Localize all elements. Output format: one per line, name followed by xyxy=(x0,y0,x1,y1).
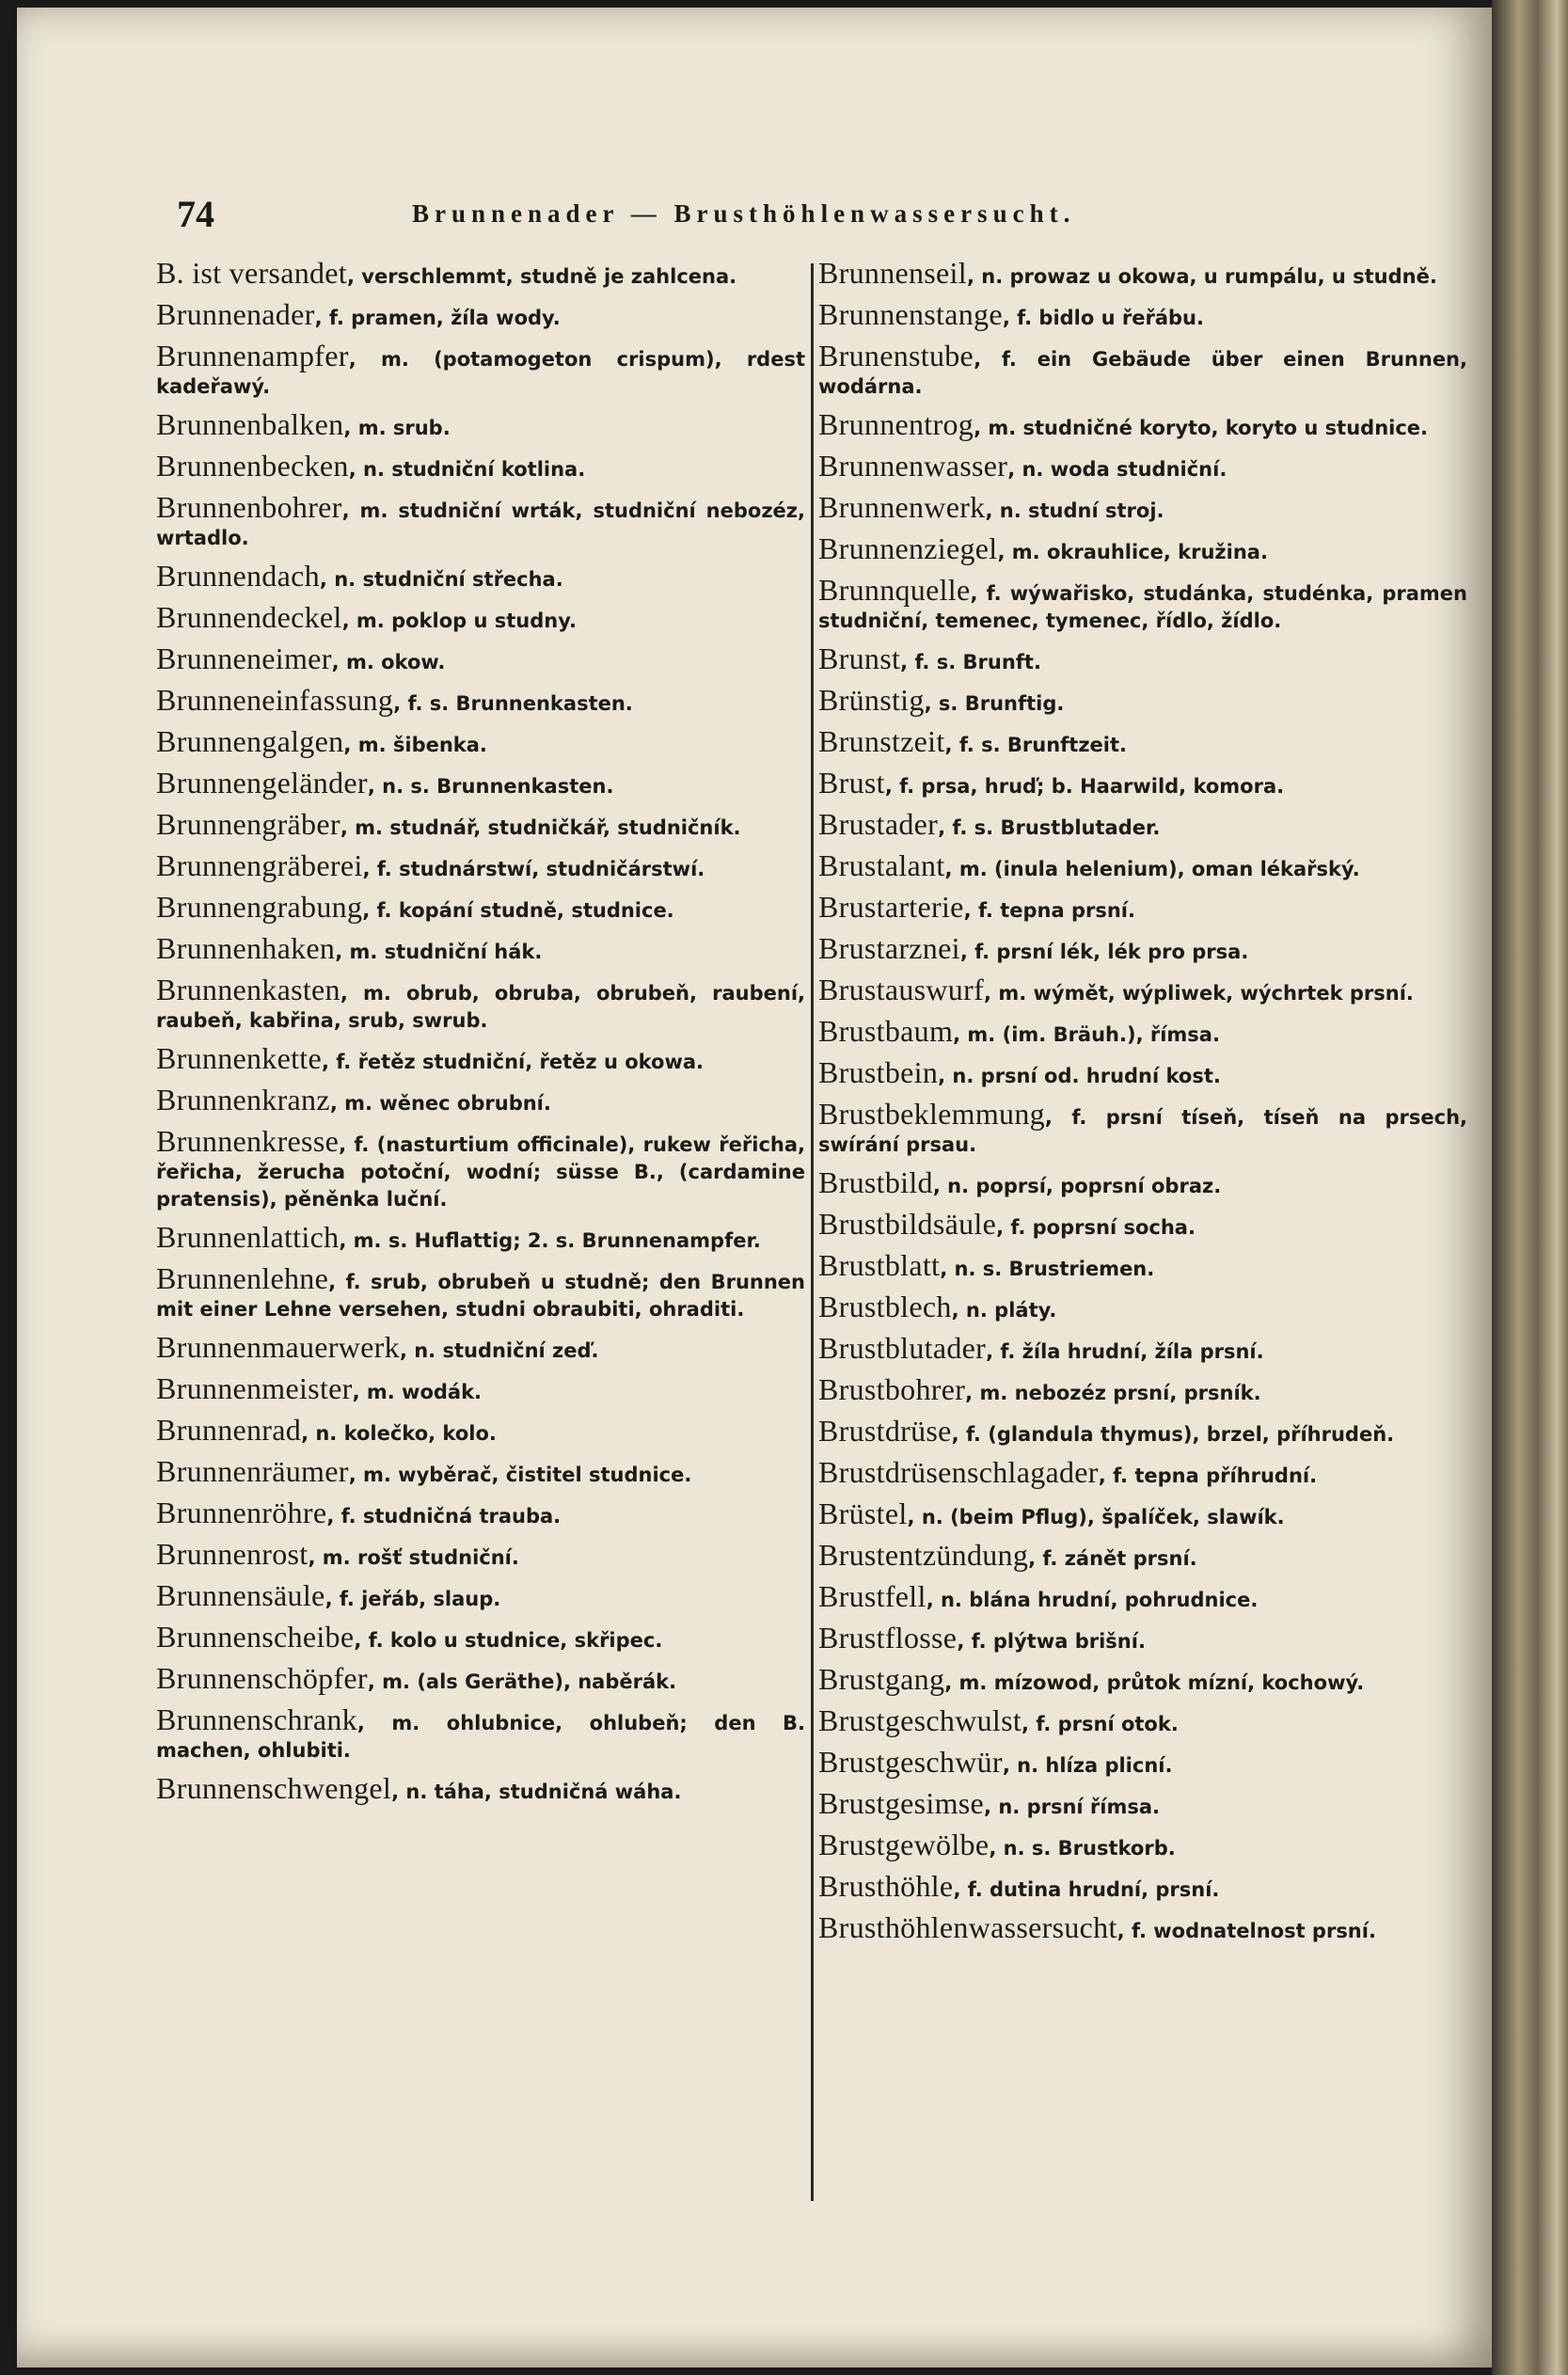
dictionary-entry xyxy=(818,1496,1467,1531)
dictionary-entry xyxy=(156,641,805,676)
definition: , m. šibenka. xyxy=(343,734,487,756)
dictionary-entry xyxy=(156,724,805,759)
definition: , n. prowaz u okowa, u rumpálu, u studně. xyxy=(966,265,1437,288)
headword: Brunnenkranz xyxy=(156,1083,330,1116)
headword: Brustauswurf xyxy=(818,973,985,1006)
dictionary-entry xyxy=(156,600,805,635)
definition: , m. nebozéz prsní, prsník. xyxy=(965,1382,1261,1404)
headword: Brunnendach xyxy=(156,559,320,593)
headword: Brünstig xyxy=(818,683,925,717)
headword: Brunnenkette xyxy=(156,1041,322,1075)
dictionary-entry xyxy=(156,1220,805,1255)
headword: Brunnengräber xyxy=(156,807,341,841)
dictionary-entry xyxy=(818,339,1467,401)
dictionary-entry xyxy=(818,1331,1467,1366)
headword: Brunnenscheibe xyxy=(156,1620,355,1654)
definition: , f. srub, obrubeň u studně; den Brunnen mit einer Lehne versehen, studni obraubiti, ohraditi. xyxy=(156,1271,805,1321)
headword: Brunnenbecken xyxy=(156,449,349,483)
definition: , f. pramen, žíla wody. xyxy=(314,307,561,329)
dictionary-entry xyxy=(156,683,805,718)
dictionary-entry xyxy=(818,1055,1467,1090)
dictionary-entry xyxy=(156,1330,805,1365)
definition: , f. poprsní socha. xyxy=(996,1216,1196,1239)
headword: Brunnenrad xyxy=(156,1413,302,1447)
dictionary-entry xyxy=(156,1496,805,1530)
definition: , m. wodák. xyxy=(352,1381,483,1403)
definition: , m. (inula helenium), oman lékařský. xyxy=(944,858,1360,880)
definition: , f. wodnatelnost prsní. xyxy=(1117,1920,1376,1942)
definition: , f. tepna prsní. xyxy=(963,899,1135,922)
definition: , f. prsa, hruď; b. Haarwild, komora. xyxy=(884,775,1285,798)
headword: Brunnenlattich xyxy=(156,1220,340,1254)
dictionary-entry xyxy=(156,931,805,966)
dictionary-entry xyxy=(818,297,1467,332)
definition: , n. woda studniční. xyxy=(1007,458,1227,481)
dictionary-entry xyxy=(156,973,805,1035)
headword: Brunnenmauerwerk xyxy=(156,1330,400,1364)
definition: , m. s. Huflattig; 2. s. Brunnenampfer. xyxy=(339,1229,761,1252)
definition: , m. studnář, studničkář, studničník. xyxy=(340,816,741,839)
left-column xyxy=(156,256,805,1816)
definition: , n. kolečko, kolo. xyxy=(301,1422,497,1445)
definition: , m. srub. xyxy=(343,417,451,439)
definition: , m. rošť studniční. xyxy=(308,1546,519,1569)
dictionary-entry xyxy=(156,449,805,483)
headword: Brunnenampfer xyxy=(156,339,349,372)
headword: Brunnenbalken xyxy=(156,407,344,441)
dictionary-entry xyxy=(156,807,805,842)
definition: , n. studniční kotlina. xyxy=(348,458,586,481)
definition: , n. (beim Pflug), špalíček, slawík. xyxy=(907,1506,1285,1528)
dictionary-entry xyxy=(818,766,1467,800)
definition: , n. poprsí, poprsní obraz. xyxy=(932,1175,1222,1197)
definition: , f. (glandula thymus), brzel, příhrudeň. xyxy=(951,1423,1395,1446)
headword: Brunnenröhre xyxy=(156,1496,327,1529)
definition: , f. s. Brunftzeit. xyxy=(944,734,1128,756)
dictionary-entry xyxy=(156,256,805,291)
headword: Brunnenmeister xyxy=(156,1371,353,1405)
definition: , m. ohlubnice, ohlubeň; den B. machen, ohlubiti. xyxy=(156,1712,805,1762)
headword: Brunnenbohrer xyxy=(156,490,342,524)
headword: Brustflosse xyxy=(818,1621,958,1655)
headword: Brunnenschöpfer xyxy=(156,1661,368,1695)
column-divider xyxy=(811,263,814,2201)
dictionary-entry xyxy=(818,490,1467,525)
headword: Brustgewölbe xyxy=(818,1828,990,1861)
dictionary-entry xyxy=(818,1538,1467,1573)
definition: , f. jeřáb, slaup. xyxy=(325,1588,501,1610)
definition: , m. wěnec obrubní. xyxy=(329,1092,551,1115)
dictionary-entry xyxy=(156,848,805,883)
page-number: 74 xyxy=(177,193,214,235)
dictionary-entry xyxy=(818,1014,1467,1049)
headword: Brustgang xyxy=(818,1662,945,1696)
headword: Brustblutader xyxy=(818,1331,987,1365)
headword: Brustgeschwür xyxy=(818,1745,1003,1779)
dictionary-entry xyxy=(818,848,1467,883)
dictionary-entry xyxy=(156,1124,805,1213)
definition: , f. studnárstwí, studničárstwí. xyxy=(362,858,705,880)
dictionary-entry xyxy=(818,1910,1467,1945)
definition: , n. s. Brustriemen. xyxy=(940,1258,1155,1280)
headword: Brunnenkresse xyxy=(156,1124,340,1158)
page-header xyxy=(177,192,1306,248)
right-column xyxy=(818,256,1467,1955)
definition: , f. (nasturtium officinale), rukew řeřicha, řeřicha, žerucha potoční, wodní; süsse B., (cardamine pratensis), pěněnka luční. xyxy=(156,1133,805,1211)
dictionary-entry xyxy=(818,1248,1467,1283)
definition: , m. okow. xyxy=(331,651,446,673)
definition: , f. s. Brustblutader. xyxy=(938,816,1161,839)
dictionary-entry xyxy=(156,1702,805,1765)
definition: , f. řetěz studniční, řetěz u okowa. xyxy=(322,1051,705,1073)
definition: , verschlemmt, studně je zahlcena. xyxy=(347,265,737,288)
headword: Brustbild xyxy=(818,1165,933,1199)
dictionary-entry xyxy=(818,683,1467,718)
definition: , f. prsní lék, lék pro prsa. xyxy=(959,941,1249,963)
dictionary-entry xyxy=(818,1745,1467,1780)
definition: , f. s. Brunnenkasten. xyxy=(393,692,633,715)
dictionary-entry xyxy=(818,573,1467,635)
headword: Brüstel xyxy=(818,1496,908,1530)
headword: Brunnenschrank xyxy=(156,1702,357,1736)
dictionary-entry xyxy=(156,490,805,552)
running-head: Brunnenader — Brusthöhlenwassersucht. xyxy=(412,199,1076,228)
dictionary-entry xyxy=(156,1661,805,1696)
headword: Brust xyxy=(818,766,885,800)
headword: Brunnengeländer xyxy=(156,766,368,800)
definition: , m. studniční hák. xyxy=(335,941,543,963)
dictionary-entry xyxy=(818,641,1467,676)
dictionary-entry xyxy=(818,724,1467,759)
headword: Brustarterie xyxy=(818,890,964,924)
dictionary-entry xyxy=(818,1165,1467,1200)
dictionary-entry xyxy=(818,449,1467,483)
headword: Brusthöhlenwassersucht xyxy=(818,1910,1117,1944)
dictionary-entry xyxy=(818,1786,1467,1821)
dictionary-entry xyxy=(818,407,1467,442)
dictionary-entry xyxy=(818,1869,1467,1904)
dictionary-entry xyxy=(156,339,805,401)
headword: Brunnengräberei xyxy=(156,848,363,882)
dictionary-entry xyxy=(156,1413,805,1448)
headword: Brustgesimse xyxy=(818,1786,985,1820)
definition: , n. studniční zeď. xyxy=(399,1339,599,1362)
dictionary-entry xyxy=(156,559,805,594)
headword: Brustblatt xyxy=(818,1248,941,1282)
definition: , n. studní stroj. xyxy=(985,499,1164,522)
definition: , m. okrauhlice, kružina. xyxy=(997,541,1268,563)
headword: Brunnenlehne xyxy=(156,1261,329,1295)
definition: , f. s. Brunft. xyxy=(900,651,1041,673)
definition: , m. obrub, obruba, obrubeň, raubení, raubeň, kabřina, srub, swrub. xyxy=(156,982,805,1032)
definition: , f. žíla hrudní, žíla prsní. xyxy=(986,1340,1264,1363)
headword: Brunnensäule xyxy=(156,1578,325,1612)
definition: , f. studničná trauba. xyxy=(326,1505,562,1528)
definition: , f. ein Gebäude über einen Brunnen, wodárna. xyxy=(818,348,1467,398)
headword: Brunnquelle xyxy=(818,573,971,607)
definition: , n. s. Brunnenkasten. xyxy=(367,775,614,798)
headword: Brunnenhaken xyxy=(156,931,336,965)
definition: , m. poklop u studny. xyxy=(341,610,577,632)
page-edge xyxy=(1492,0,1568,2375)
dictionary-entry xyxy=(818,1455,1467,1490)
headword: Brustdrüsenschlagader xyxy=(818,1455,1099,1489)
dictionary-entry xyxy=(156,297,805,332)
definition: , n. s. Brustkorb. xyxy=(989,1837,1176,1860)
definition: , m. (als Geräthe), naběrák. xyxy=(367,1670,677,1693)
dictionary-entry xyxy=(156,766,805,800)
definition: , f. plýtwa brišní. xyxy=(957,1630,1146,1653)
definition: , m. wýmět, wýpliwek, wýchrtek prsní. xyxy=(984,982,1414,1005)
definition: , f. wýwařisko, studánka, studénka, pramen studniční, temenec, tymenec, řídlo, žídlo. xyxy=(818,582,1467,632)
dictionary-entry xyxy=(156,1041,805,1076)
dictionary-entry xyxy=(818,531,1467,566)
dictionary-entry xyxy=(818,1703,1467,1738)
headword: Brustbein xyxy=(818,1055,939,1089)
definition: , f. bidlo u řeřábu. xyxy=(1002,307,1204,329)
headword: Brustbildsäule xyxy=(818,1207,997,1241)
headword: B. ist versandet xyxy=(156,256,347,290)
definition: , s. Brunftig. xyxy=(924,692,1065,715)
dictionary-entry xyxy=(818,1621,1467,1655)
headword: Brustgeschwulst xyxy=(818,1703,1022,1737)
dictionary-entry xyxy=(818,1662,1467,1697)
dictionary-entry xyxy=(156,1371,805,1406)
headword: Brunenstube xyxy=(818,339,974,372)
headword: Brunnenwerk xyxy=(818,490,986,524)
headword: Brunneneinfassung xyxy=(156,683,394,717)
headword: Brustfell xyxy=(818,1579,927,1613)
definition: , m. wyběrač, čistitel studnice. xyxy=(348,1464,692,1486)
dictionary-entry xyxy=(156,407,805,442)
headword: Brustbohrer xyxy=(818,1372,966,1406)
definition: , m. (potamogeton crispum), rdest kadeřawý. xyxy=(156,348,805,398)
definition: , f. kolo u studnice, skřipec. xyxy=(354,1629,663,1652)
headword: Brunnenader xyxy=(156,297,315,331)
headword: Brunnenschwengel xyxy=(156,1771,392,1805)
headword: Brunnenseil xyxy=(818,256,967,290)
definition: , n. prsní od. hrudní kost. xyxy=(938,1065,1221,1087)
headword: Brustentzündung xyxy=(818,1538,1029,1572)
definition: , m. (im. Bräuh.), římsa. xyxy=(953,1023,1220,1046)
dictionary-entry xyxy=(818,1579,1467,1614)
headword: Brustbaum xyxy=(818,1014,954,1048)
definition: , f. dutina hrudní, prsní. xyxy=(953,1878,1220,1901)
definition: , n. studniční střecha. xyxy=(319,568,563,591)
headword: Brustalant xyxy=(818,848,945,882)
dictionary-entry xyxy=(818,256,1467,291)
definition: , n. hlíza plicní. xyxy=(1002,1754,1173,1777)
headword: Brunnenziegel xyxy=(818,531,998,565)
definition: , f. prsní tíseň, tíseň na prsech, swírání prsau. xyxy=(818,1106,1467,1156)
headword: Brustarznei xyxy=(818,931,960,965)
headword: Brusthöhle xyxy=(818,1869,954,1903)
dictionary-entry xyxy=(818,931,1467,966)
dictionary-entry xyxy=(818,1372,1467,1407)
definition: , m. mízowod, průtok mízní, kochowý. xyxy=(944,1671,1365,1694)
headword: Brunnenkasten xyxy=(156,973,341,1006)
dictionary-entry xyxy=(818,1414,1467,1449)
headword: Brunnenwasser xyxy=(818,449,1008,483)
dictionary-entry xyxy=(818,807,1467,842)
definition: , m. studničné koryto, koryto u studnice. xyxy=(974,417,1429,439)
headword: Brunnenstange xyxy=(818,297,1003,331)
definition: , n. blána hrudní, pohrudnice. xyxy=(926,1589,1259,1611)
definition: , n. táha, studničná wáha. xyxy=(391,1781,682,1803)
dictionary-entry xyxy=(818,1207,1467,1242)
definition: , n. prsní římsa. xyxy=(984,1796,1161,1818)
dictionary-entry xyxy=(156,1620,805,1655)
headword: Brunneneimer xyxy=(156,641,332,675)
headword: Brunnenrost xyxy=(156,1537,309,1571)
headword: Brunnengrabung xyxy=(156,890,363,924)
headword: Brunnengalgen xyxy=(156,724,344,758)
dictionary-entry xyxy=(156,1454,805,1489)
headword: Brunnentrog xyxy=(818,407,974,441)
headword: Brustader xyxy=(818,807,939,841)
definition: , f. zánět prsní. xyxy=(1028,1547,1197,1570)
definition: , m. studniční wrták, studniční nebozéz, wrtadlo. xyxy=(156,499,805,549)
dictionary-entry xyxy=(818,1828,1467,1862)
headword: Brunstzeit xyxy=(818,724,945,758)
definition: , f. prsní otok. xyxy=(1022,1713,1179,1735)
headword: Brunnendeckel xyxy=(156,600,342,634)
dictionary-entry xyxy=(156,1771,805,1806)
headword: Brunnenräumer xyxy=(156,1454,349,1488)
definition: , f. kopání studně, studnice. xyxy=(362,899,674,922)
dictionary-entry xyxy=(818,1097,1467,1159)
dictionary-entry xyxy=(156,1537,805,1572)
headword: Brustdrüse xyxy=(818,1414,952,1448)
definition: , f. tepna příhrudní. xyxy=(1098,1465,1318,1487)
headword: Brustblech xyxy=(818,1290,952,1323)
dictionary-entry xyxy=(818,1290,1467,1324)
headword: Brunst xyxy=(818,641,901,675)
dictionary-entry xyxy=(156,1578,805,1613)
dictionary-entry xyxy=(156,1083,805,1117)
definition: , n. pláty. xyxy=(951,1299,1057,1322)
dictionary-entry xyxy=(818,973,1467,1007)
headword: Brustbeklemmung xyxy=(818,1097,1045,1131)
dictionary-entry xyxy=(156,890,805,925)
dictionary-entry xyxy=(818,890,1467,925)
dictionary-entry xyxy=(156,1261,805,1323)
